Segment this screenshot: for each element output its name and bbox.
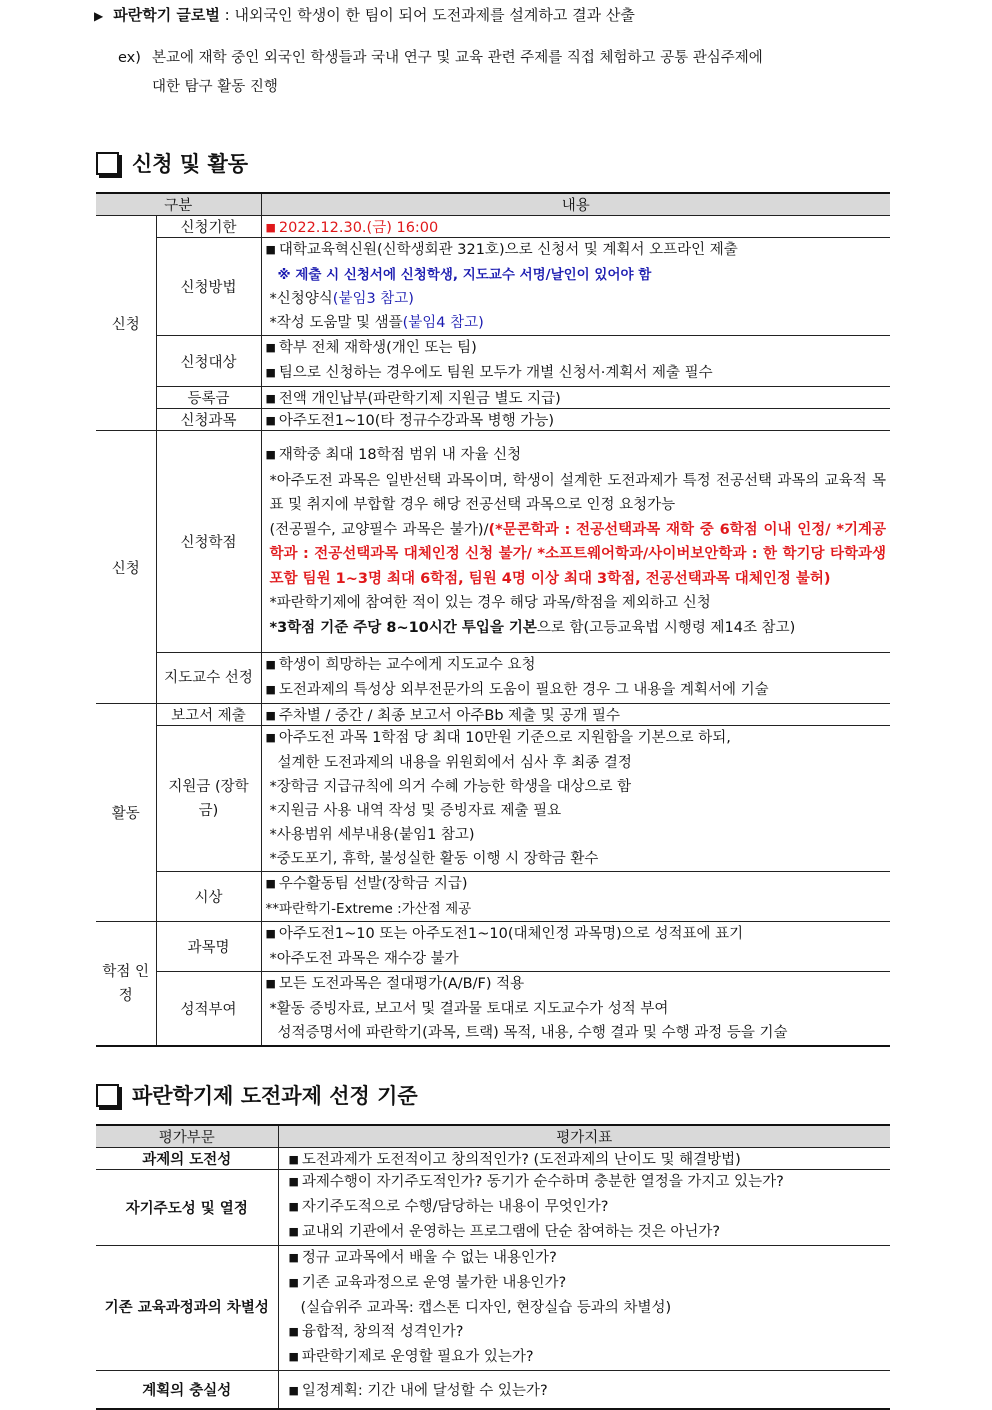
row-label-course: 과목명	[156, 922, 261, 972]
section-title: 신청 및 활동	[132, 152, 249, 176]
row-label-credit: 신청학점	[156, 431, 261, 653]
header-eval-category: 평가부문	[96, 1125, 278, 1148]
criteria-category: 기존 교육과정과의 차별성	[96, 1246, 278, 1371]
grant-content: ■ 아주도전 과목 1학점 당 최대 10만원 기준으로 지원함을 기본으로 하되, 설계한 도전과제의 내용을 위원회에서 심사 후 최종 결정 *장학금 지급규칙에 의거 수혜 가능한 학생을 대상으로 함 *지원금 사용 내역 작성 및 증빙자료 제출 필요 *사용범위 세부내용(붙임1 참고) *중도포기, 휴학, 불성실한 활동 이행 시 장학금 환수	[261, 726, 890, 872]
method-item: ■ 대학교육혁신원(신학생회관 321호)으로 신청서 및 계획서 오프라인 제출	[266, 238, 887, 263]
checkbox-square-icon	[96, 152, 119, 175]
criteria-items: ■ 일정계획: 기간 내에 달성할 수 있는가?	[278, 1371, 890, 1409]
row-label-deadline: 신청기한	[156, 216, 261, 238]
section-heading-criteria	[96, 1080, 418, 1110]
group-apply: 신청	[96, 216, 156, 431]
example-line-1: 본교에 재학 중인 외국인 학생들과 국내 연구 및 교육 관련 주제를 직접 체험하고 공통 관심주제에	[152, 50, 763, 66]
section-title: 파란학기제 도전과제 선정 기준	[132, 1084, 418, 1108]
method-content: ■ 대학교육혁신원(신학생회관 321호)으로 신청서 및 계획서 오프라인 제출 ※ 제출 시 신청서에 신청학생, 지도교수 서명/날인이 있어야 함 *신청양식(붙임3 참고) *작성 도움말 및 샘플(붙임4 참고)	[261, 238, 890, 336]
criteria-items: ■ 정규 교과목에서 배울 수 없는 내용인가? ■ 기존 교육과정으로 운영 불가한 내용인가? (실습위주 교과목: 캡스톤 디자인, 현장실습 등과의 차별성) ■ 융합적, 창의적 성격인가? ■ 파란학기제로 운영할 필요가 있는가?	[278, 1246, 890, 1371]
criteria-category: 자기주도성 및 열정	[96, 1170, 278, 1246]
intro-example	[118, 44, 908, 102]
method-note: ※ 제출 시 신청서에 신청학생, 지도교수 서명/날인이 있어야 함	[277, 267, 652, 283]
apply-activity-table	[96, 192, 890, 1047]
header-content: 내용	[261, 193, 890, 216]
row-label-grade: 성적부여	[156, 972, 261, 1047]
deadline-value: ■ 2022.12.30.(금) 16:00	[261, 216, 890, 238]
example-line-2: 대한 탐구 활동 진행	[152, 79, 278, 95]
criteria-category: 계획의 충실성	[96, 1371, 278, 1409]
award-content: ■ 우수활동팀 선발(장학금 지급) **파란학기-Extreme :가산점 제공	[261, 872, 890, 922]
course-content: ■ 아주도전1~10 또는 아주도전1~10(대체인정 과목명)으로 성적표에 표기 *아주도전 과목은 재수강 불가	[261, 922, 890, 972]
advisor-content: ■ 학생이 희망하는 교수에게 지도교수 요청 ■ 도전과제의 특성상 외부전문가의 도움이 필요한 경우 그 내용을 계획서에 기술	[261, 653, 890, 704]
row-label-award: 시상	[156, 872, 261, 922]
criteria-category: 과제의 도전성	[96, 1148, 278, 1170]
intro-line	[94, 4, 635, 25]
example-label: ex)	[118, 50, 141, 66]
row-label-fee: 등록금	[156, 387, 261, 409]
target-content: ■ 학부 전체 재학생(개인 또는 팀) ■ 팀으로 신청하는 경우에도 팀원 모두가 개별 신청서·계획서 제출 필수	[261, 336, 890, 387]
subject-content: ■ 아주도전1~10(타 정규수강과목 병행 가능)	[261, 409, 890, 431]
row-label-advisor: 지도교수 선정	[156, 653, 261, 704]
header-category: 구분	[96, 193, 261, 216]
group-apply-2: 신청	[96, 431, 156, 704]
row-label-subject: 신청과목	[156, 409, 261, 431]
header-eval-index: 평가지표	[278, 1125, 890, 1148]
row-label-report: 보고서 제출	[156, 704, 261, 726]
grade-content: ■ 모든 도전과목은 절대평가(A/B/F) 적용 *활동 증빙자료, 보고서 및 결과물 토대로 지도교수가 성적 부여 성적증명서에 파란학기(과목, 트랙) 목적, 내용, 수행 결과 및 수행 과정 등을 기술	[261, 972, 890, 1047]
intro-title: 파란학기 글로벌	[113, 6, 220, 24]
criteria-items: ■ 도전과제가 도전적이고 창의적인가? (도전과제의 난이도 및 해결방법)	[278, 1148, 890, 1170]
intro-desc: : 내외국인 학생이 한 팀이 되어 도전과제를 설계하고 결과 산출	[224, 6, 635, 24]
row-label-grant: 지원금 (장학금)	[156, 726, 261, 872]
criteria-table	[96, 1124, 890, 1410]
report-content: ■ 주차별 / 중간 / 최종 보고서 아주Bb 제출 및 공개 필수	[261, 704, 890, 726]
group-activity: 활동	[96, 704, 156, 922]
section-heading-apply	[96, 148, 248, 178]
credit-content: ■ 재학중 최대 18학점 범위 내 자율 신청 *아주도전 과목은 일반선택 과목이며, 학생이 설계한 도전과제가 특정 전공선택 과목의 교육적 목표 및 취지에 부합할 경우 해당 전공선택 과목으로 인정 요청가능 (전공필수, 교양필수 과목은 불가)/(*문콘학과 : 전공선택과목 재학 중 6학점 이내 인정/ *기계공학과 : 전공선택과목 대체인정 신청 불가/ *소프트웨어학과/사이버보안학과 : 한 학기당 타학과생 포함 팀원 1~3명 최대 6학점, 팀원 4명 이상 최대 3학점, 전공선택과목 대체인정 불허) *파란학기제에 참여한 적이 있는 경우 해당 과목/학점을 제외하고 신청 *3학점 기준 주당 8~10시간 투입을 기본으로 함(고등교육법 시행령 제14조 참고)	[261, 431, 890, 653]
fee-content: ■ 전액 개인납부(파란학기제 지원금 별도 지급)	[261, 387, 890, 409]
group-credit: 학점 인정	[96, 922, 156, 1047]
arrow-icon: ▶	[94, 9, 104, 23]
row-label-method: 신청방법	[156, 238, 261, 336]
row-label-target: 신청대상	[156, 336, 261, 387]
checkbox-square-icon	[96, 1084, 119, 1107]
criteria-items: ■ 과제수행이 자기주도적인가? 동기가 순수하며 충분한 열정을 가지고 있는가? ■ 자기주도적으로 수행/담당하는 내용이 무엇인가? ■ 교내외 기관에서 운영하는 프로그램에 단순 참여하는 것은 아닌가?	[278, 1170, 890, 1246]
